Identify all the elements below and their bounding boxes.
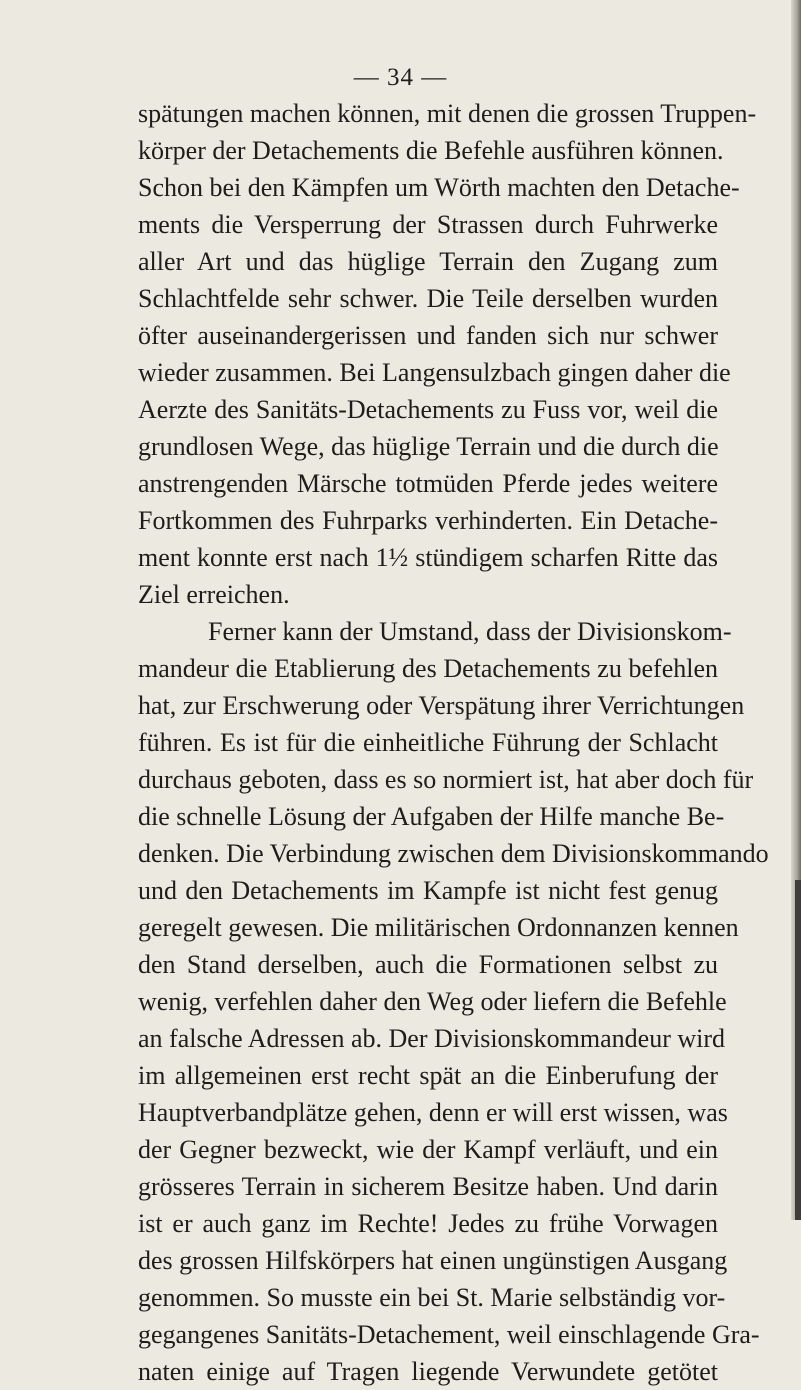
text-line: Ferner kann der Umstand, dass der Divisionskom- — [208, 617, 732, 646]
text-line: ments die Versperrung der Strassen durch Fuhrwerke — [138, 210, 718, 239]
text-line: anstrengenden Märsche totmüden Pferde jedes weitere — [138, 469, 718, 498]
text-line: Aerzte des Sanitäts-Detachements zu Fuss vor, weil die — [138, 395, 718, 424]
text-line: aller Art und das hüglige Terrain den Zugang zum — [138, 247, 718, 276]
text-line: hat, zur Erschwerung oder Verspätung ihrer Verrichtungen — [138, 691, 745, 720]
text-line: geregelt gewesen. Die militärischen Ordonnanzen kennen — [138, 913, 739, 942]
text-line: und den Detachements im Kampfe ist nicht fest genug — [138, 876, 718, 905]
text-line: spätungen machen können, mit denen die grossen Truppen- — [138, 99, 757, 128]
text-line: Ziel erreichen. — [138, 580, 290, 609]
text-line: denken. Die Verbindung zwischen dem Divisionskommando — [138, 839, 769, 868]
text-line: durchaus geboten, dass es so normiert ist, hat aber doch für — [138, 765, 754, 794]
text-line: öfter auseinandergerissen und fanden sich nur schwer — [138, 321, 718, 350]
page-edge-dark-strip — [795, 880, 801, 1220]
text-line: ist er auch ganz im Rechte! Jedes zu frühe Vorwagen — [138, 1209, 718, 1238]
body-text — [138, 95, 769, 1390]
text-line: wenig, verfehlen daher den Weg oder liefern die Befehle — [138, 987, 727, 1016]
text-line: die schnelle Lösung der Aufgaben der Hilfe manche Be- — [138, 802, 725, 831]
text-line: mandeur die Etablierung des Detachements zu befehlen — [138, 654, 718, 683]
text-line: wieder zusammen. Bei Langensulzbach gingen daher die — [138, 358, 731, 387]
text-line: Fortkommen des Fuhrparks verhinderten. Ein Detache- — [138, 506, 718, 535]
text-line: körper der Detachements die Befehle ausführen können. — [138, 136, 724, 165]
text-line: an falsche Adressen ab. Der Divisionskommandeur wird — [138, 1024, 726, 1053]
text-line: führen. Es ist für die einheitliche Führung der Schlacht — [138, 728, 718, 757]
text-line: genommen. So musste ein bei St. Marie selbständig vor- — [138, 1283, 726, 1312]
text-line: gegangenes Sanitäts-Detachement, weil einschlagende Gra- — [138, 1320, 760, 1349]
text-line: den Stand derselben, auch die Formationen selbst zu — [138, 950, 718, 979]
text-line: grundlosen Wege, das hüglige Terrain und die durch die — [138, 432, 719, 461]
text-line: des grossen Hilfskörpers hat einen ungünstigen Ausgang — [138, 1246, 728, 1275]
text-line: naten einige auf Tragen liegende Verwundete getötet — [138, 1357, 718, 1386]
page-number: — 34 — — [353, 64, 448, 91]
text-line: ment konnte erst nach 1½ stündigem scharfen Ritte das — [138, 543, 718, 572]
text-line: grösseres Terrain in sicherem Besitze haben. Und darin — [138, 1172, 718, 1201]
text-line: Schlachtfelde sehr schwer. Die Teile derselben wurden — [138, 284, 718, 313]
text-line: Hauptverbandplätze gehen, denn er will erst wissen, was — [138, 1098, 728, 1127]
text-line: im allgemeinen erst recht spät an die Einberufung der — [138, 1061, 718, 1090]
text-line: der Gegner bezweckt, wie der Kampf verläuft, und ein — [138, 1135, 718, 1164]
text-line: Schon bei den Kämpfen um Wörth machten den Detache- — [138, 173, 740, 202]
